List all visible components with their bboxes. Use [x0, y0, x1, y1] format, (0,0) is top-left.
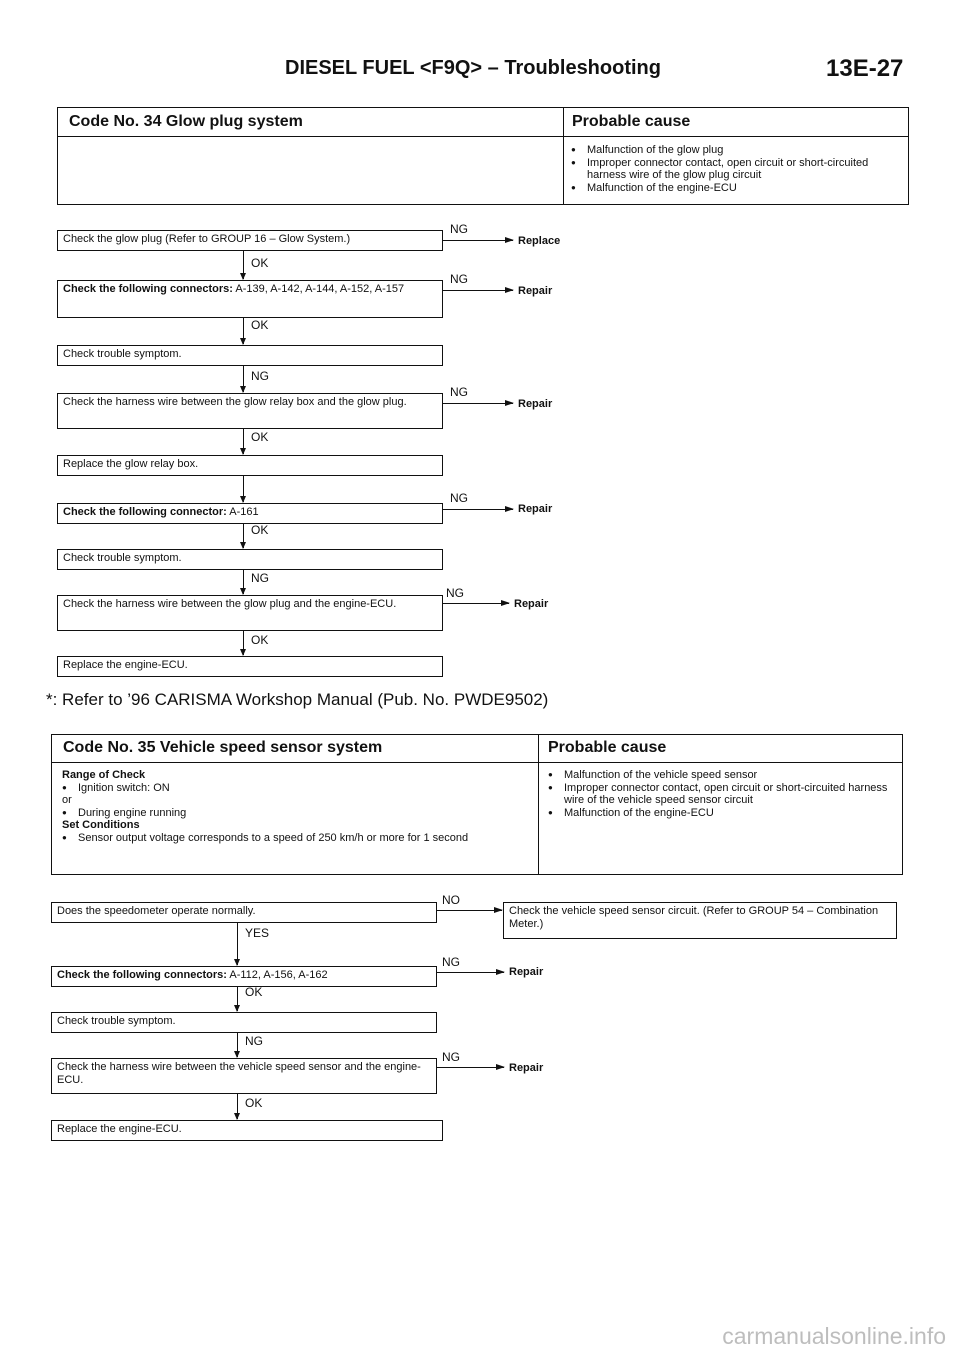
result-text: Repair	[514, 598, 549, 610]
result-text: Repair	[518, 503, 553, 515]
list-item: ● Improper connector contact, open circuit or short-circuited harness wire of the vehicle speed sensor circuit	[548, 782, 888, 807]
flow-step	[51, 966, 437, 987]
branch-label: NG	[450, 491, 468, 505]
branch-label: OK	[251, 256, 269, 270]
ng-arrow	[443, 290, 513, 291]
result-text: Repair	[509, 1062, 544, 1074]
ok-arrow	[243, 318, 244, 344]
code-34-heading: Code No. 34 Glow plug system	[69, 113, 303, 130]
flow-step: Check the harness wire between the glow relay box and the glow plug.	[57, 393, 443, 429]
branch-label: NG	[245, 1034, 263, 1048]
ok-arrow	[237, 1094, 238, 1119]
list-item: ● Malfunction of the engine-ECU	[571, 182, 901, 195]
no-arrow	[437, 910, 502, 911]
branch-label: NG	[251, 571, 269, 585]
list-item: ● Ignition switch: ON	[62, 782, 532, 795]
branch-label: NG	[442, 1050, 460, 1064]
result-text: Repair	[518, 285, 553, 297]
footnote: *: Refer to ’96 CARISMA Workshop Manual (Pub. No. PWDE9502)	[46, 690, 549, 709]
branch-label: YES	[245, 926, 270, 940]
probable-cause-list	[571, 144, 901, 194]
ng-arrow	[443, 240, 513, 241]
branch-label: OK	[251, 523, 269, 537]
ng-arrow	[243, 570, 244, 594]
step-label: Check the following connectors:	[63, 283, 233, 295]
ng-arrow	[243, 366, 244, 392]
flow-step: Does the speedometer operate normally.	[51, 902, 437, 923]
branch-label: OK	[251, 633, 269, 647]
probable-cause-heading: Probable cause	[548, 739, 667, 756]
range-of-check-title: Range of Check	[62, 769, 146, 781]
code-35-heading: Code No. 35 Vehicle speed sensor system	[63, 739, 383, 756]
yes-arrow	[237, 923, 238, 965]
flow-step: Replace the glow relay box.	[57, 455, 443, 476]
probable-cause-list	[548, 769, 888, 819]
list-item: ● Improper connector contact, open circuit or short-circuited harness wire of the glow plug circuit	[571, 157, 901, 182]
list-item: ● Malfunction of the engine-ECU	[548, 807, 888, 820]
list-item: ● Malfunction of the glow plug	[571, 144, 901, 157]
ok-arrow	[243, 631, 244, 655]
ng-arrow	[443, 509, 513, 510]
ng-arrow	[443, 403, 513, 404]
branch-label: NG	[251, 369, 269, 383]
connector-list: A-161	[229, 506, 259, 518]
ng-arrow	[437, 972, 504, 973]
ok-arrow	[243, 524, 244, 548]
flow-step: Check the harness wire between the glow plug and the engine-ECU.	[57, 595, 443, 631]
check-conditions	[62, 769, 532, 844]
result-text: Replace	[518, 235, 561, 247]
flow-step	[57, 280, 443, 318]
flow-step: Check trouble symptom.	[57, 345, 443, 366]
code-34-table	[57, 107, 909, 205]
flow-step: Check trouble symptom.	[57, 549, 443, 570]
or-text: or	[62, 794, 72, 806]
flow-step: Check trouble symptom.	[51, 1012, 437, 1033]
ok-arrow	[243, 429, 244, 454]
branch-label: NO	[442, 893, 460, 907]
flow-step	[57, 503, 443, 524]
branch-label: OK	[251, 318, 269, 332]
page-number: 13E-27	[826, 55, 904, 82]
branch-label: OK	[251, 430, 269, 444]
flow-step: Replace the engine-ECU.	[51, 1120, 443, 1141]
flow-step: Check the vehicle speed sensor circuit. (Refer to GROUP 54 – Combination Meter.)	[503, 902, 897, 939]
branch-label: OK	[245, 1096, 263, 1110]
list-item: ● Malfunction of the vehicle speed sensor	[548, 769, 888, 782]
branch-label: NG	[450, 222, 468, 236]
ok-arrow	[243, 251, 244, 279]
flow-step: Check the harness wire between the vehicle speed sensor and the engine-ECU.	[51, 1058, 437, 1094]
code-35-table	[51, 734, 903, 875]
ng-arrow	[443, 603, 509, 604]
page-title: DIESEL FUEL <F9Q> – Troubleshooting	[285, 57, 661, 79]
flow-arrow	[243, 476, 244, 502]
branch-label: NG	[442, 955, 460, 969]
list-item: ● During engine running	[62, 807, 532, 820]
branch-label: NG	[446, 586, 464, 600]
result-text: Repair	[518, 398, 553, 410]
step-label: Check the following connector:	[63, 506, 227, 518]
branch-label: OK	[245, 985, 263, 999]
branch-label: NG	[450, 272, 468, 286]
probable-cause-heading: Probable cause	[572, 113, 691, 130]
ng-arrow	[237, 1033, 238, 1057]
flow-step: Check the glow plug (Refer to GROUP 16 – Glow System.)	[57, 230, 443, 251]
watermark: carmanualsonline.info	[722, 1323, 946, 1349]
list-item: ● Sensor output voltage corresponds to a speed of 250 km/h or more for 1 second	[62, 832, 532, 845]
set-conditions-title: Set Conditions	[62, 819, 140, 831]
step-label: Check the following connectors:	[57, 969, 227, 981]
flow-step: Replace the engine-ECU.	[57, 656, 443, 677]
ok-arrow	[237, 987, 238, 1011]
result-text: Repair	[509, 966, 544, 978]
branch-label: NG	[450, 385, 468, 399]
ng-arrow	[437, 1067, 504, 1068]
connector-list: A-112, A-156, A-162	[229, 969, 328, 981]
connector-list: A-139, A-142, A-144, A-152, A-157	[235, 283, 405, 295]
